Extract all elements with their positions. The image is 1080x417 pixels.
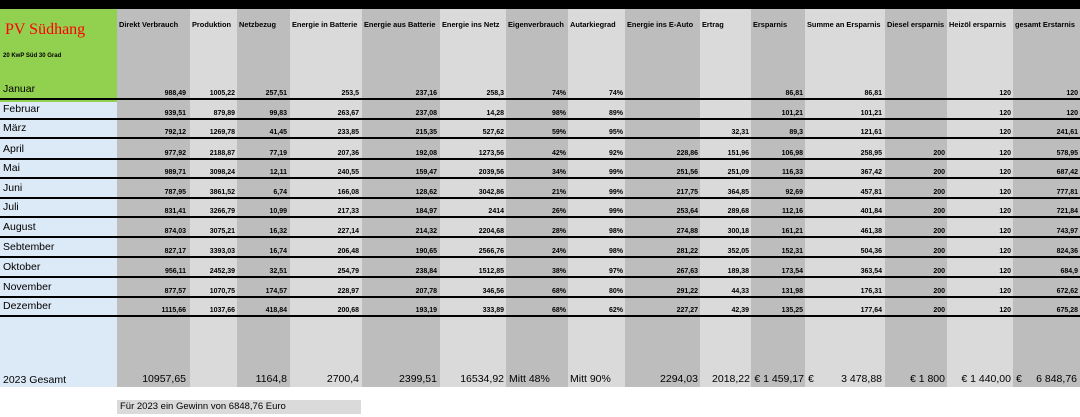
cell-direkt-verbrauch: 1115,66: [161, 307, 186, 314]
cell-energie-ins-e-auto: 253,64: [676, 208, 698, 215]
cell-direkt-verbrauch: 977,92: [164, 150, 186, 157]
cell-direkt-verbrauch: 956,11: [164, 268, 186, 275]
header-energie-in-batterie: Energie in Batterie: [292, 20, 358, 29]
total-energie-in-batterie: 2700,4: [326, 373, 359, 385]
cell-eigenverbrauch: 26%: [551, 208, 566, 215]
cell-produktion: 3393,03: [209, 248, 235, 255]
cell-summe-an-ersparnis: 457,81: [860, 189, 882, 196]
cell-energie-in-batterie: 217,33: [337, 208, 359, 215]
header-ersparnis: Ersparnis: [753, 20, 788, 29]
month-label: August: [3, 221, 36, 233]
row-divider: [0, 158, 1080, 160]
cell-diesel-ersparnis: 200: [933, 150, 945, 157]
cell-ersparnis: 116,33: [781, 169, 803, 176]
cell-summe-an-ersparnis: 121,61: [860, 129, 882, 136]
cell-produktion: 3861,52: [209, 189, 235, 196]
cell-energie-aus-batterie: 214,32: [415, 228, 437, 235]
cell-direkt-verbrauch: 939,51: [164, 110, 186, 117]
cell-heizoel-ersparnis: 120: [999, 189, 1011, 196]
cell-heizoel-ersparnis: 120: [999, 129, 1011, 136]
cell-produktion: 1005,22: [209, 90, 235, 97]
cell-ersparnis: 101,21: [781, 110, 803, 117]
cell-autarkiegrad: 80%: [608, 288, 623, 295]
cell-diesel-ersparnis: 200: [933, 208, 945, 215]
cell-netzbezug: 257,51: [265, 90, 287, 97]
cell-diesel-ersparnis: 200: [933, 189, 945, 196]
cell-ersparnis: 135,25: [781, 307, 803, 314]
cell-energie-ins-e-auto: 251,56: [676, 169, 698, 176]
cell-direkt-verbrauch: 831,41: [164, 208, 186, 215]
gain-note: Für 2023 ein Gewinn von 6848,76 Euro: [120, 401, 286, 412]
cell-autarkiegrad: 92%: [608, 150, 623, 157]
cell-eigenverbrauch: 28%: [551, 228, 566, 235]
cell-gesamt-ersparnis: 672,62: [1056, 288, 1078, 295]
cell-energie-ins-netz: 333,89: [482, 307, 504, 314]
cell-summe-an-ersparnis: 367,42: [860, 169, 882, 176]
cell-eigenverbrauch: 21%: [551, 189, 566, 196]
cell-netzbezug: 32,51: [269, 268, 287, 275]
cell-autarkiegrad: 62%: [608, 307, 623, 314]
cell-ersparnis: 86,81: [785, 90, 803, 97]
cell-energie-in-batterie: 233,85: [337, 129, 359, 136]
cell-energie-ins-netz: 527,62: [482, 129, 504, 136]
cell-energie-aus-batterie: 215,35: [415, 129, 437, 136]
cell-energie-in-batterie: 240,55: [337, 169, 359, 176]
cell-energie-ins-e-auto: 217,75: [676, 189, 698, 196]
cell-eigenverbrauch: 42%: [551, 150, 566, 157]
cell-direkt-verbrauch: 989,71: [164, 169, 186, 176]
cell-autarkiegrad: 95%: [608, 129, 623, 136]
cell-diesel-ersparnis: 200: [933, 288, 945, 295]
cell-ertrag: 189,38: [727, 268, 749, 275]
cell-produktion: 879,89: [213, 110, 235, 117]
cell-ersparnis: 112,16: [781, 208, 803, 215]
total-gesamt-ersparnis: 6 848,76: [1036, 373, 1077, 385]
cell-gesamt-ersparnis: 687,42: [1056, 169, 1078, 176]
cell-ersparnis: 106,98: [781, 150, 803, 157]
cell-energie-ins-e-auto: 281,22: [676, 248, 698, 255]
cell-gesamt-ersparnis: 120: [1066, 110, 1078, 117]
cell-diesel-ersparnis: 200: [933, 268, 945, 275]
month-label: Februar: [3, 103, 40, 115]
cell-autarkiegrad: 89%: [608, 110, 623, 117]
cell-energie-aus-batterie: 192,08: [415, 150, 437, 157]
cell-autarkiegrad: 99%: [608, 169, 623, 176]
cell-ertrag: 251,09: [727, 169, 749, 176]
cell-produktion: 1269,78: [209, 129, 235, 136]
cell-energie-ins-netz: 2039,56: [478, 169, 504, 176]
row-divider: [0, 256, 1080, 258]
cell-ertrag: 352,05: [727, 248, 749, 255]
month-label: November: [3, 281, 52, 293]
cell-netzbezug: 41,45: [269, 129, 287, 136]
total-eigenverbrauch: Mitt 48%: [509, 373, 550, 385]
total-diesel-ersparnis: € 1 800: [909, 373, 945, 385]
cell-diesel-ersparnis: 200: [933, 248, 945, 255]
cell-diesel-ersparnis: 200: [933, 169, 945, 176]
cell-energie-ins-e-auto: 267,63: [676, 268, 698, 275]
cell-ersparnis: 161,21: [781, 228, 803, 235]
cell-gesamt-ersparnis: 120: [1066, 90, 1078, 97]
cell-summe-an-ersparnis: 401,84: [860, 208, 882, 215]
cell-heizoel-ersparnis: 120: [999, 208, 1011, 215]
cell-autarkiegrad: 99%: [608, 208, 623, 215]
header-autarkiegrad: Autarkiegrad: [570, 20, 616, 29]
cell-produktion: 1070,75: [209, 288, 235, 295]
header-energie-ins-netz: Energie ins Netz: [442, 20, 500, 29]
cell-produktion: 3266,79: [209, 208, 235, 215]
cell-eigenverbrauch: 68%: [551, 307, 566, 314]
cell-summe-an-ersparnis: 177,64: [860, 307, 882, 314]
cell-ersparnis: 173,54: [781, 268, 803, 275]
cell-ertrag: 44,33: [731, 288, 749, 295]
cell-netzbezug: 99,83: [269, 110, 287, 117]
cell-eigenverbrauch: 38%: [551, 268, 566, 275]
cell-eigenverbrauch: 34%: [551, 169, 566, 176]
cell-energie-in-batterie: 228,97: [337, 288, 359, 295]
page-subtitle: 20 KwP Süd 30 Grad: [3, 53, 62, 59]
cell-eigenverbrauch: 24%: [551, 248, 566, 255]
cell-gesamt-ersparnis: 684,9: [1060, 268, 1078, 275]
top-black-bar: [0, 0, 1080, 9]
header-netzbezug: Netzbezug: [239, 20, 276, 29]
header-direkt-verbrauch: Direkt Verbrauch: [119, 20, 179, 29]
cell-autarkiegrad: 97%: [608, 268, 623, 275]
row-divider: [0, 315, 1080, 317]
cell-energie-ins-netz: 346,56: [482, 288, 504, 295]
cell-energie-in-batterie: 254,79: [337, 268, 359, 275]
cell-energie-ins-e-auto: 228,86: [676, 150, 698, 157]
cell-ertrag: 32,31: [731, 129, 749, 136]
cell-heizoel-ersparnis: 120: [999, 268, 1011, 275]
cell-netzbezug: 174,57: [265, 288, 287, 295]
total-heizoel-ersparnis: € 1 440,00: [961, 373, 1011, 385]
month-label: Januar: [3, 83, 36, 95]
cell-direkt-verbrauch: 874,03: [164, 228, 186, 235]
total-summe-an-ersparnis: 3 478,88: [841, 373, 882, 385]
cell-summe-an-ersparnis: 86,81: [864, 90, 882, 97]
cell-eigenverbrauch: 74%: [551, 90, 566, 97]
cell-direkt-verbrauch: 827,17: [164, 248, 186, 255]
cell-ersparnis: 89,3: [789, 129, 803, 136]
cell-gesamt-ersparnis: 777,81: [1056, 189, 1078, 196]
cell-diesel-ersparnis: 200: [933, 307, 945, 314]
cell-energie-ins-netz: 2204,68: [478, 228, 504, 235]
cell-energie-ins-netz: 1512,85: [478, 268, 504, 275]
cell-netzbezug: 418,84: [265, 307, 287, 314]
month-label: März: [3, 122, 27, 134]
cell-direkt-verbrauch: 877,57: [164, 288, 186, 295]
cell-gesamt-ersparnis: 675,28: [1056, 307, 1078, 314]
month-label: Juli: [3, 201, 19, 213]
cell-netzbezug: 10,99: [269, 208, 287, 215]
month-label: Mai: [3, 162, 20, 174]
cell-ertrag: 42,39: [731, 307, 749, 314]
cell-ertrag: 289,68: [727, 208, 749, 215]
cell-autarkiegrad: 98%: [608, 248, 623, 255]
cell-heizoel-ersparnis: 120: [999, 169, 1011, 176]
cell-heizoel-ersparnis: 120: [999, 288, 1011, 295]
totals-label: 2023 Gesamt: [3, 374, 67, 386]
cell-ersparnis: 131,98: [781, 288, 803, 295]
cell-energie-ins-netz: 1273,56: [478, 150, 504, 157]
header-ertrag: Ertrag: [702, 20, 724, 29]
total-gesamt-currency: €: [1016, 373, 1022, 385]
cell-heizoel-ersparnis: 120: [999, 228, 1011, 235]
cell-energie-in-batterie: 253,5: [341, 90, 359, 97]
cell-energie-aus-batterie: 184,97: [415, 208, 437, 215]
cell-heizoel-ersparnis: 120: [999, 248, 1011, 255]
cell-produktion: 3098,24: [209, 169, 235, 176]
month-label: Oktober: [3, 261, 41, 273]
cell-energie-in-batterie: 166,08: [337, 189, 359, 196]
cell-energie-in-batterie: 200,68: [337, 307, 359, 314]
cell-gesamt-ersparnis: 578,95: [1056, 150, 1078, 157]
cell-heizoel-ersparnis: 120: [999, 110, 1011, 117]
cell-energie-aus-batterie: 128,62: [415, 189, 437, 196]
header-heizoel-ersparnis: Heizöl ersparnis: [949, 20, 1007, 29]
cell-heizoel-ersparnis: 120: [999, 307, 1011, 314]
cell-summe-an-ersparnis: 461,38: [860, 228, 882, 235]
header-energie-ins-e-auto: Energie ins E-Auto: [627, 20, 694, 29]
cell-produktion: 1037,66: [209, 307, 235, 314]
cell-energie-ins-netz: 3042,86: [478, 189, 504, 196]
row-divider: [0, 118, 1080, 120]
cell-direkt-verbrauch: 988,49: [164, 90, 186, 97]
cell-energie-ins-e-auto: 227,27: [676, 307, 698, 314]
cell-autarkiegrad: 99%: [608, 189, 623, 196]
row-divider: [0, 137, 1080, 139]
cell-energie-ins-netz: 2414: [488, 208, 504, 215]
cell-gesamt-ersparnis: 241,61: [1056, 129, 1078, 136]
header-energie-aus-batterie: Energie aus Batterie: [364, 20, 436, 29]
gain-note-box: [117, 400, 361, 414]
cell-eigenverbrauch: 98%: [551, 110, 566, 117]
row-divider: [0, 177, 1080, 179]
row-divider: [0, 276, 1080, 278]
cell-autarkiegrad: 74%: [608, 90, 623, 97]
cell-gesamt-ersparnis: 721,84: [1056, 208, 1078, 215]
total-ertrag: 2018,22: [712, 373, 750, 385]
month-label: Sebtember: [3, 241, 55, 253]
cell-energie-ins-netz: 258,3: [486, 90, 504, 97]
cell-summe-an-ersparnis: 363,54: [860, 268, 882, 275]
cell-energie-in-batterie: 263,67: [337, 110, 359, 117]
cell-heizoel-ersparnis: 120: [999, 150, 1011, 157]
total-energie-ins-e-auto: 2294,03: [660, 373, 698, 385]
total-netzbezug: 1164,8: [255, 373, 287, 385]
total-direkt-verbrauch: 10957,65: [142, 373, 186, 385]
cell-eigenverbrauch: 68%: [551, 288, 566, 295]
header-produktion: Produktion: [192, 20, 232, 29]
total-energie-aus-batterie: 2399,51: [399, 373, 437, 385]
cell-energie-ins-e-auto: 274,88: [676, 228, 698, 235]
total-ersparnis: € 1 459,17: [754, 373, 804, 385]
page-title: PV Südhang: [5, 21, 86, 38]
cell-energie-aus-batterie: 159,47: [415, 169, 437, 176]
cell-gesamt-ersparnis: 743,97: [1056, 228, 1078, 235]
header-summe-an-ersparnis: Summe an Ersparnis: [807, 20, 881, 29]
cell-direkt-verbrauch: 792,12: [164, 129, 186, 136]
cell-produktion: 2452,39: [209, 268, 235, 275]
cell-ertrag: 364,85: [727, 189, 749, 196]
month-label: April: [3, 143, 25, 155]
row-divider: [0, 98, 1080, 100]
cell-summe-an-ersparnis: 258,95: [860, 150, 882, 157]
cell-summe-an-ersparnis: 176,31: [860, 288, 882, 295]
cell-energie-aus-batterie: 193,19: [415, 307, 437, 314]
month-label: Dezember: [3, 300, 52, 312]
cell-netzbezug: 6,74: [273, 189, 287, 196]
cell-direkt-verbrauch: 787,95: [164, 189, 186, 196]
total-summe-currency: €: [808, 373, 814, 385]
cell-energie-aus-batterie: 207,78: [415, 288, 437, 295]
cell-summe-an-ersparnis: 504,36: [860, 248, 882, 255]
cell-energie-in-batterie: 206,48: [337, 248, 359, 255]
header-eigenverbrauch: Eigenverbrauch: [508, 20, 564, 29]
header-gesamt-ersparnis: gesamt Erstarnis: [1015, 20, 1075, 29]
row-divider: [0, 197, 1080, 199]
cell-produktion: 3075,21: [209, 228, 235, 235]
header-diesel-ersparnis: Diesel ersparnis: [887, 20, 945, 29]
row-divider: [0, 216, 1080, 218]
cell-summe-an-ersparnis: 101,21: [860, 110, 882, 117]
cell-energie-in-batterie: 207,36: [337, 150, 359, 157]
cell-energie-ins-e-auto: 291,22: [676, 288, 698, 295]
cell-produktion: 2188,87: [209, 150, 235, 157]
cell-ersparnis: 152,31: [781, 248, 803, 255]
cell-netzbezug: 77,19: [269, 150, 287, 157]
cell-netzbezug: 16,74: [269, 248, 287, 255]
cell-ertrag: 300,18: [727, 228, 749, 235]
cell-energie-ins-netz: 14,28: [486, 110, 504, 117]
cell-diesel-ersparnis: 200: [933, 228, 945, 235]
cell-energie-aus-batterie: 190,65: [415, 248, 437, 255]
cell-energie-aus-batterie: 238,84: [415, 268, 437, 275]
cell-autarkiegrad: 98%: [608, 228, 623, 235]
total-energie-ins-netz: 16534,92: [460, 373, 504, 385]
cell-netzbezug: 12,11: [269, 169, 287, 176]
cell-ersparnis: 92,69: [785, 189, 803, 196]
cell-gesamt-ersparnis: 824,36: [1056, 248, 1078, 255]
cell-netzbezug: 16,32: [269, 228, 287, 235]
cell-heizoel-ersparnis: 120: [999, 90, 1011, 97]
cell-energie-in-batterie: 227,14: [337, 228, 359, 235]
cell-eigenverbrauch: 59%: [551, 129, 566, 136]
cell-ertrag: 151,96: [727, 150, 749, 157]
cell-energie-ins-netz: 2566,76: [478, 248, 504, 255]
cell-energie-aus-batterie: 237,08: [415, 110, 437, 117]
cell-energie-aus-batterie: 237,16: [415, 90, 437, 97]
total-autarkiegrad: Mitt 90%: [570, 373, 611, 385]
row-divider: [0, 296, 1080, 298]
row-divider: [0, 236, 1080, 238]
month-label: Juni: [3, 182, 23, 194]
